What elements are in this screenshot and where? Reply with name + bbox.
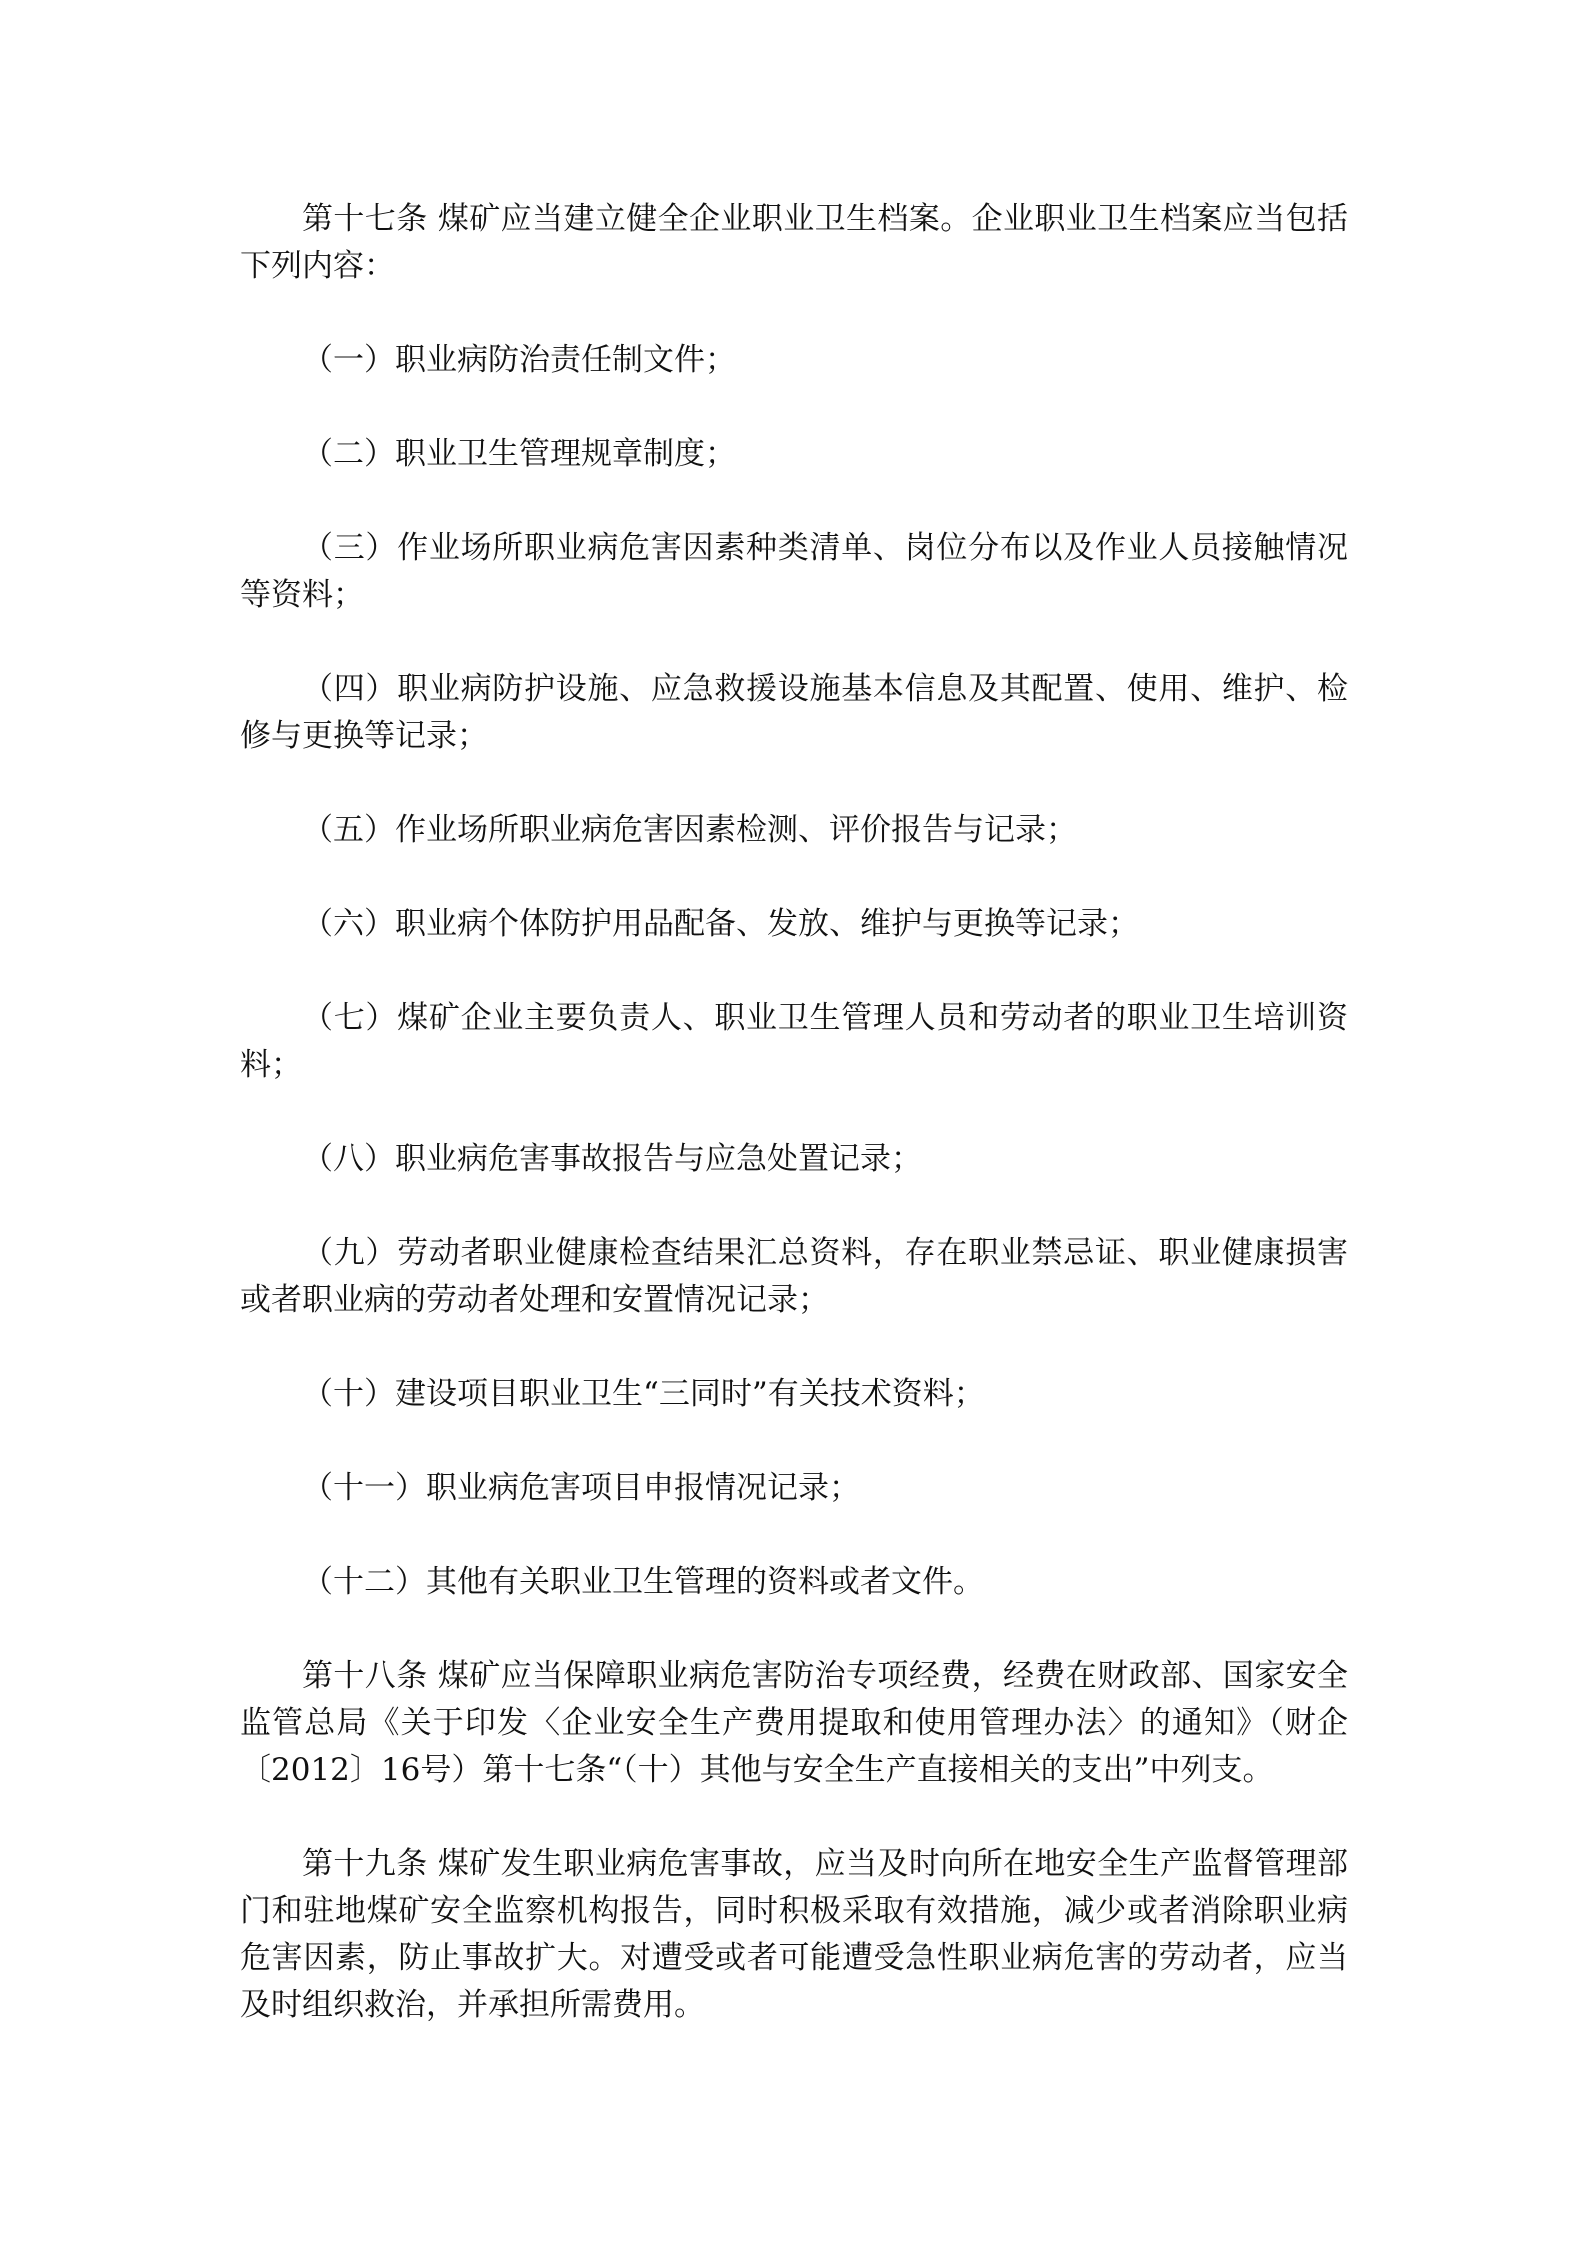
document-body: [240, 196, 1348, 2029]
list-item-12: （十二）其他有关职业卫生管理的资料或者文件。: [302, 1564, 984, 1600]
list-item-9: （九）劳动者职业健康检查结果汇总资料，存在职业禁忌证、职业健康损害或者职业病的劳动者处理和安置情况记录；: [240, 1235, 1348, 1318]
list-item-1: （一）职业病防治责任制文件；: [302, 342, 736, 378]
list-item-3: （三）作业场所职业病危害因素种类清单、岗位分布以及作业人员接触情况等资料；: [240, 530, 1348, 613]
list-item-11: （十一）职业病危害项目申报情况记录；: [302, 1470, 860, 1506]
list-item-6: （六）职业病个体防护用品配备、发放、维护与更换等记录；: [302, 906, 1139, 942]
article-19: 第十九条 煤矿发生职业病危害事故，应当及时向所在地安全生产监督管理部门和驻地煤矿安全监察机构报告，同时积极采取有效措施，减少或者消除职业病危害因素，防止事故扩大。对遭受或者可能遭受急性职业病危害的劳动者，应当及时组织救治，并承担所需费用。: [240, 1846, 1348, 2023]
list-item-5: （五）作业场所职业病危害因素检测、评价报告与记录；: [302, 812, 1077, 848]
list-item-8: （八）职业病危害事故报告与应急处置记录；: [302, 1141, 922, 1177]
list-item-2: （二）职业卫生管理规章制度；: [302, 436, 736, 472]
article-17-intro: 第十七条 煤矿应当建立健全企业职业卫生档案。企业职业卫生档案应当包括下列内容：: [240, 201, 1348, 284]
list-item-4: （四）职业病防护设施、应急救援设施基本信息及其配置、使用、维护、检修与更换等记录；: [240, 671, 1348, 754]
list-item-7: （七）煤矿企业主要负责人、职业卫生管理人员和劳动者的职业卫生培训资料；: [240, 1000, 1348, 1083]
article-18: 第十八条 煤矿应当保障职业病危害防治专项经费，经费在财政部、国家安全监管总局《关于印发〈企业安全生产费用提取和使用管理办法〉的通知》（财企〔2012〕16号）第十七条“（十）其他与安全生产直接相关的支出”中列支。: [240, 1658, 1348, 1788]
list-item-10: （十）建设项目职业卫生“三同时”有关技术资料；: [302, 1376, 985, 1412]
